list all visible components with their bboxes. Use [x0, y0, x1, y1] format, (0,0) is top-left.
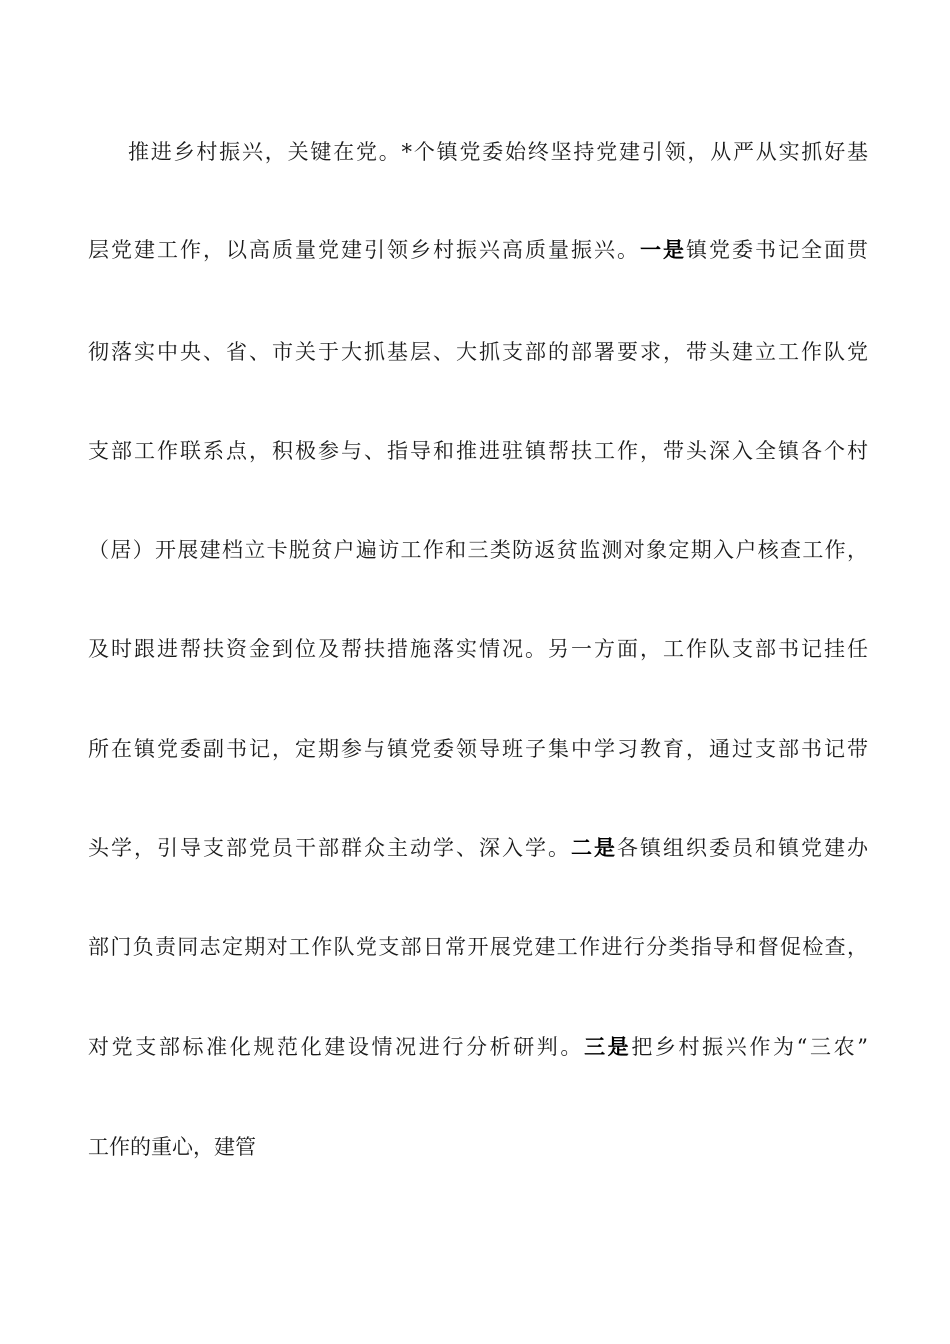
- paragraph-line-6: [88, 634, 868, 664]
- paragraph-line-9: [88, 932, 868, 962]
- text-run: 把乡村振兴作为“三农”: [631, 1035, 868, 1059]
- bold-marker-two: 二是: [571, 835, 617, 860]
- text-run: 支部工作联系点，积极参与、指导和推进驻镇帮扶工作，带头深入全镇各个村: [88, 439, 868, 463]
- paragraph-line-4: [88, 436, 868, 466]
- paragraph-line-8: [88, 833, 868, 863]
- text-run: 所在镇党委副书记，定期参与镇党委领导班子集中学习教育，通过支部书记带: [88, 737, 868, 761]
- paragraph-line-5: [88, 535, 868, 565]
- paragraph-line-3: [88, 337, 868, 367]
- text-run: 头学，引导支部党员干部群众主动学、深入学。: [88, 836, 571, 860]
- text-run: 各镇组织委员和镇党建办: [617, 836, 868, 860]
- paragraph-line-10: [88, 1032, 868, 1062]
- text-run: （居）开展建档立卡脱贫户遍访工作和三类防返贫监测对象定期入户核查工作，: [88, 538, 868, 562]
- text-run: 层党建工作，以高质量党建引领乡村振兴高质量振兴。: [88, 238, 640, 262]
- text-run: 推进乡村振兴，关键在党。*个镇党委始终坚持党建引领，从严从实抓好基: [128, 140, 868, 164]
- text-run: 工作的重心，建管: [88, 1135, 256, 1159]
- text-run: 镇党委书记全面贯: [686, 238, 868, 262]
- text-run: 部门负责同志定期对工作队党支部日常开展党建工作进行分类指导和督促检查，: [88, 935, 868, 959]
- text-run: 彻落实中央、省、市关于大抓基层、大抓支部的部署要求，带头建立工作队党: [88, 340, 868, 364]
- paragraph-line-2: [88, 235, 868, 265]
- text-run: 及时跟进帮扶资金到位及帮扶措施落实情况。另一方面，工作队支部书记挂任: [88, 637, 868, 661]
- paragraph-line-11: [88, 1132, 868, 1162]
- bold-marker-one: 一是: [640, 237, 686, 262]
- paragraph-line-1: [128, 137, 868, 167]
- bold-marker-three: 三是: [584, 1034, 632, 1059]
- paragraph-line-7: [88, 734, 868, 764]
- text-run: 对党支部标准化规范化建设情况进行分析研判。: [88, 1035, 585, 1059]
